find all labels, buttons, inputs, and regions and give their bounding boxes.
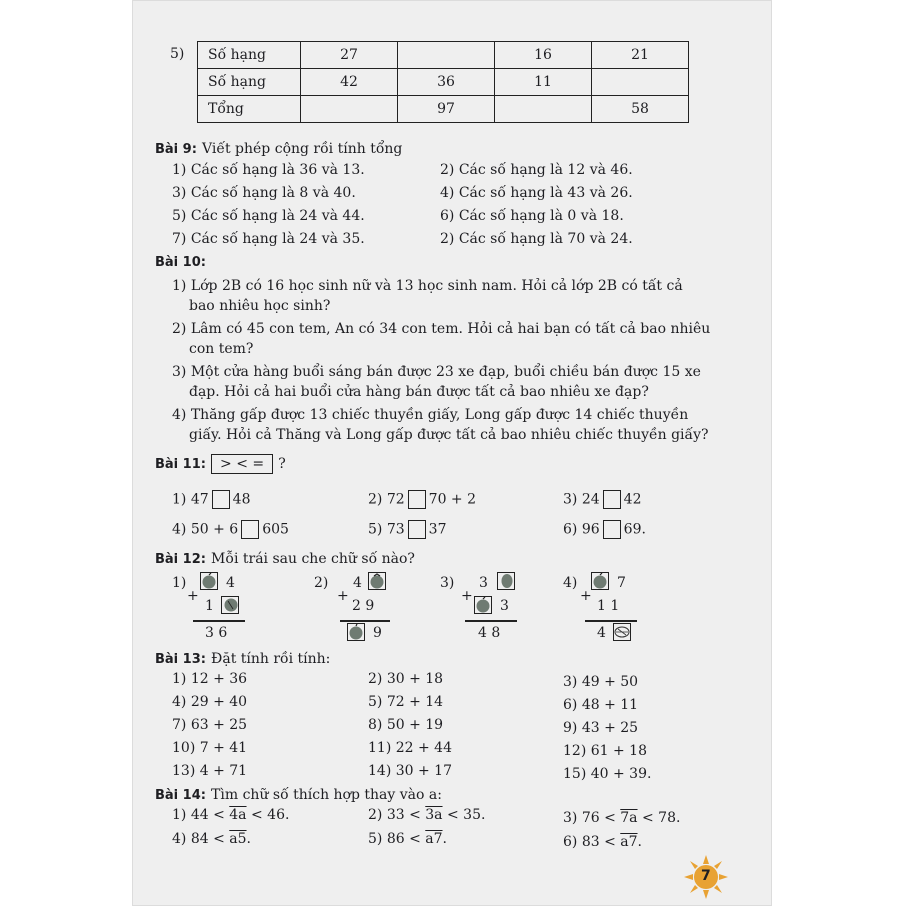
problem-line: bao nhiêu học sinh? [189, 298, 331, 314]
problem-line: 1) Lớp 2B có 16 học sinh nữ và 13 học sinh nam. Hỏi cả lớp 2B có tất cả [172, 278, 683, 294]
answer-box[interactable] [408, 520, 426, 539]
item-number: 6) [563, 521, 578, 538]
list-item: 6) 48 + 11 [563, 697, 639, 713]
list-item: 8) 50 + 19 [368, 717, 444, 733]
fruit-icon [613, 623, 631, 641]
table-cell: 21 [592, 42, 689, 69]
fruit-icon [368, 572, 386, 590]
compare-item [563, 520, 646, 539]
problem-line: 4) Thăng gấp được 13 chiếc thuyền giấy, Long gấp được 14 chiếc thuyền [172, 407, 689, 423]
inequality-right: . [442, 831, 447, 847]
exercise-title: Mỗi trái sau che chữ số nào? [211, 551, 415, 567]
exercise-label: Bài 9: [155, 142, 197, 157]
inequality-right: < 46. [246, 807, 290, 823]
inequality-left: 2) 33 < [368, 807, 426, 823]
plus-sign: + [187, 588, 199, 604]
list-item: 10) 7 + 41 [172, 740, 248, 756]
page-number-badge [684, 855, 728, 899]
inequality-left: 3) 76 < [563, 810, 621, 826]
plus-sign: + [461, 588, 473, 604]
exercise-title: Đặt tính rồi tính: [211, 651, 331, 667]
problem-line: con tem? [189, 341, 254, 357]
row-label: Số hạng [198, 69, 301, 96]
list-item: 1) Các số hạng là 36 và 13. [172, 162, 365, 178]
fruit-icon [591, 572, 609, 590]
sum-table [197, 41, 689, 123]
list-item: 4) 29 + 40 [172, 694, 248, 710]
left-operand: 47 [190, 491, 209, 508]
sum-line [465, 620, 517, 622]
problem-line: 3) Một cửa hàng buổi sáng bán được 23 xe đạp, buổi chiều bán được 15 xe [172, 364, 701, 380]
bai14-heading [155, 784, 442, 803]
list-item: 6) Các số hạng là 0 và 18. [440, 208, 624, 224]
right-operand: 42 [623, 491, 642, 508]
table-cell: 36 [398, 69, 495, 96]
list-item: 2) Các số hạng là 70 và 24. [440, 231, 633, 247]
puzzle-number: 2) [314, 575, 329, 591]
right-operand: 37 [428, 521, 447, 538]
list-item: 11) 22 + 44 [368, 740, 452, 756]
problem-line: 2) Lâm có 45 con tem, An có 34 con tem. Hỏi cả hai bạn có tất cả bao nhiêu [172, 321, 711, 337]
table-row [198, 96, 689, 123]
right-operand: 48 [232, 491, 251, 508]
inequality-item [368, 807, 485, 823]
exercise-label: Bài 10: [155, 255, 206, 270]
left-operand: 50 + 6 [190, 521, 239, 538]
overlined-number: a7 [620, 834, 638, 850]
result-digits: 3 6 [205, 625, 228, 641]
sum-line [340, 620, 390, 622]
exercise-label: Bài 12: [155, 552, 206, 567]
table-cell: 27 [301, 42, 398, 69]
exercise-label: Bài 14: [155, 788, 206, 803]
table-row [198, 69, 689, 96]
list-item: 3) Các số hạng là 8 và 40. [172, 185, 356, 201]
right-operand: 69. [623, 521, 646, 538]
item-number: 5) [368, 521, 383, 538]
list-item: 1) 12 + 36 [172, 671, 248, 687]
answer-box[interactable] [212, 490, 230, 509]
table-cell [398, 42, 495, 69]
exercise-title: Viết phép cộng rồi tính tổng [202, 141, 403, 157]
item-number: 1) [172, 491, 187, 508]
list-item: 7) 63 + 25 [172, 717, 248, 733]
list-item: 5) Các số hạng là 24 và 44. [172, 208, 365, 224]
digit: 4 [597, 625, 606, 641]
compare-item [172, 490, 250, 509]
answer-box[interactable] [603, 520, 621, 539]
problem-line: đạp. Hỏi cả hai buổi cửa hàng bán được tất cả bao nhiêu xe đạp? [189, 384, 649, 400]
list-item: 7) Các số hạng là 24 và 35. [172, 231, 365, 247]
digits: 2 9 [352, 598, 375, 614]
table-cell [495, 96, 592, 123]
inequality-left: 6) 83 < [563, 834, 621, 850]
table-cell: 11 [495, 69, 592, 96]
bai13-heading [155, 648, 330, 667]
item-number: 3) [563, 491, 578, 508]
inequality-left: 4) 84 < [172, 831, 230, 847]
fruit-icon [347, 623, 365, 641]
table-cell: 97 [398, 96, 495, 123]
item-number: 2) [368, 491, 383, 508]
list-item: 4) Các số hạng là 43 và 26. [440, 185, 633, 201]
overlined-number: 4a [229, 807, 247, 823]
overlined-number: a7 [425, 831, 443, 847]
list-item: 14) 30 + 17 [368, 763, 452, 779]
bai9-heading [155, 138, 402, 157]
list-item: 12) 61 + 18 [563, 743, 647, 759]
fruit-icon [497, 572, 515, 590]
bai12-heading [155, 548, 415, 567]
list-item: 15) 40 + 39. [563, 766, 652, 782]
compare-item [563, 490, 641, 509]
digit: 4 [353, 575, 362, 591]
row-label: Số hạng [198, 42, 301, 69]
answer-box[interactable] [603, 490, 621, 509]
overlined-number: 3a [425, 807, 443, 823]
digit: 7 [617, 575, 626, 591]
overlined-number: a5 [229, 831, 247, 847]
list-item: 9) 43 + 25 [563, 720, 639, 736]
list-item: 13) 4 + 71 [172, 763, 248, 779]
sum-line [585, 620, 637, 622]
inequality-right: < 35. [442, 807, 486, 823]
list-item: 3) 49 + 50 [563, 674, 639, 690]
left-operand: 72 [386, 491, 405, 508]
compare-item [172, 520, 289, 539]
left-operand: 73 [386, 521, 405, 538]
table-cell: 42 [301, 69, 398, 96]
table-row [198, 42, 689, 69]
exercise-label: Bài 13: [155, 652, 206, 667]
digit: 3 [479, 575, 488, 591]
sum-line [193, 620, 245, 622]
inequality-item [368, 831, 447, 847]
answer-box[interactable] [408, 490, 426, 509]
fruit-icon [221, 596, 239, 614]
result-digits: 4 8 [478, 625, 501, 641]
compare-item [368, 490, 476, 509]
puzzle-number: 1) [172, 575, 187, 591]
signs-box: > < = [211, 454, 273, 474]
puzzle-number: 3) [440, 575, 455, 591]
left-operand: 24 [581, 491, 600, 508]
inequality-item [563, 834, 642, 850]
overlined-number: 7a [620, 810, 638, 826]
inequality-right: < 78. [637, 810, 681, 826]
digit: 3 [500, 598, 509, 614]
fruit-icon [200, 572, 218, 590]
table-marker: 5) [170, 46, 185, 62]
list-item: 2) Các số hạng là 12 và 46. [440, 162, 633, 178]
answer-box[interactable] [241, 520, 259, 539]
plus-sign: + [580, 588, 592, 604]
page-number: 7 [701, 868, 711, 884]
table-cell: 16 [495, 42, 592, 69]
table-cell: 58 [592, 96, 689, 123]
inequality-item [563, 810, 680, 826]
row-label: Tổng [198, 96, 301, 123]
bai11-heading [155, 453, 286, 474]
compare-item [368, 520, 446, 539]
list-item: 5) 72 + 14 [368, 694, 444, 710]
puzzle-number: 4) [563, 575, 578, 591]
exercise-label: Bài 11: [155, 457, 206, 472]
exercise-title: Tìm chữ số thích hợp thay vào a: [211, 787, 442, 803]
digit: 4 [226, 575, 235, 591]
table-cell [592, 69, 689, 96]
right-operand: 70 + 2 [428, 491, 477, 508]
inequality-left: 1) 44 < [172, 807, 230, 823]
table-cell [301, 96, 398, 123]
inequality-left: 5) 86 < [368, 831, 426, 847]
inequality-item [172, 807, 289, 823]
fruit-icon [474, 596, 492, 614]
item-number: 4) [172, 521, 187, 538]
question-mark: ? [278, 456, 286, 472]
digit: 1 [205, 598, 214, 614]
plus-sign: + [337, 588, 349, 604]
left-operand: 96 [581, 521, 600, 538]
problem-line: giấy. Hỏi cả Thăng và Long gấp được tất cả bao nhiêu chiếc thuyền giấy? [189, 427, 709, 443]
inequality-item [172, 831, 251, 847]
right-operand: 605 [262, 521, 289, 538]
list-item: 2) 30 + 18 [368, 671, 444, 687]
digits: 1 1 [597, 598, 620, 614]
inequality-right: . [246, 831, 251, 847]
digit: 9 [373, 625, 382, 641]
inequality-right: . [637, 834, 642, 850]
